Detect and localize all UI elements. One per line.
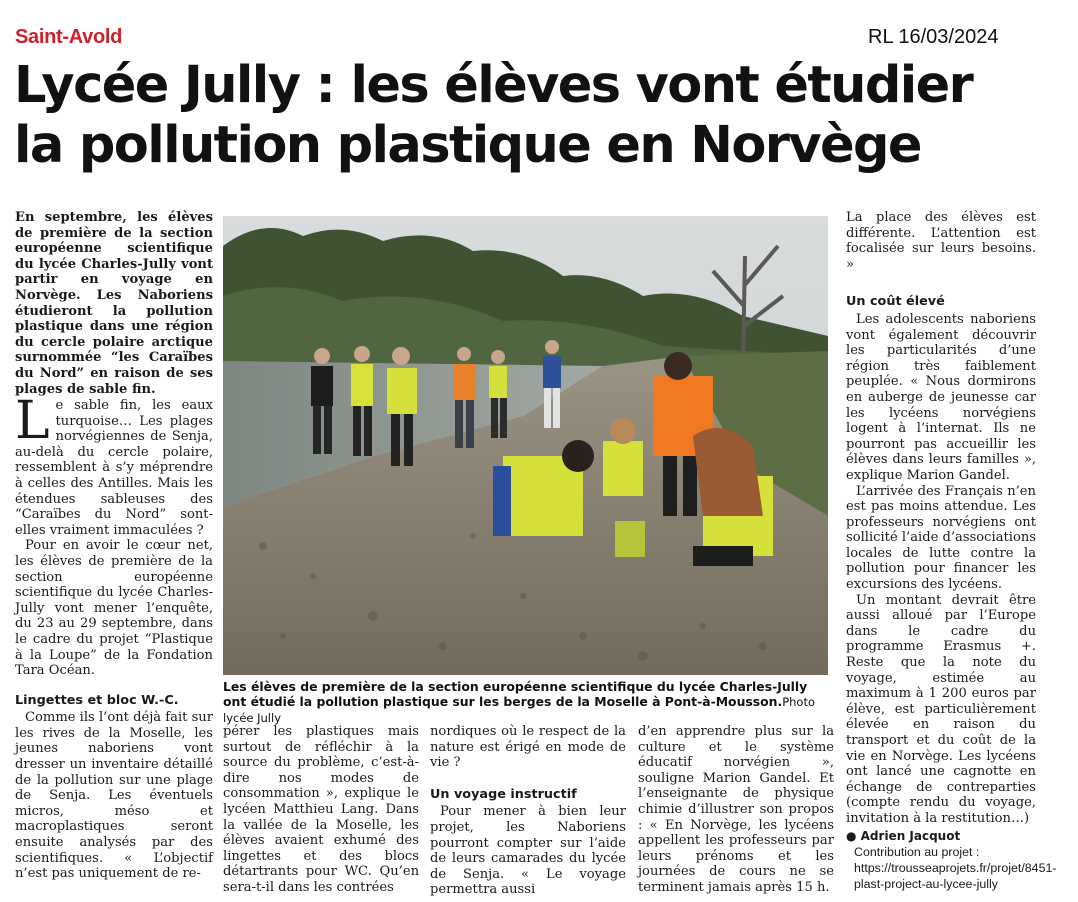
publication-reference: RL 16/03/2024: [868, 26, 999, 48]
article-photo: [223, 216, 828, 675]
photo-credit: Photo lycée Jully: [223, 695, 815, 725]
headline-line-2: la pollution plastique en Norvège: [14, 116, 921, 175]
caption-text: Les élèves de première de la section européenne scientifique du lycée Charles-Jully ont étudié la pollution plastique sur les berges de la Moselle à Pont-à-Mousson.: [223, 679, 808, 709]
paragraph: Les adolescents naboriens vont également découvrir les particularités d’une région très faiblement peuplée. « Nous dormirons en auberge de jeunesse car les lycéens norvégiens logent à l’internat. Ils ne pourront pas accueillir les élèves dans leurs familles », explique Marion Gandel.: [846, 311, 1036, 483]
contribution-link[interactable]: Contribution au projet : https://trousseaprojets.fr/projet/8451-plast-project-au-lycee-jully: [854, 845, 1057, 892]
article-column-4: [638, 724, 834, 896]
subheading-lingettes: Lingettes et bloc W.-C.: [15, 692, 179, 708]
paragraph: La place des élèves est différente. L’attention est focalisée sur leurs besoins. »: [846, 210, 1036, 272]
paragraph: d’en apprendre plus sur la culture et le système éducatif norvégien », souligne Marion Gandel. Et l’enseignante de physique chimie d’illustrer son propos : « En Norvège, les lycéens appellent les professeurs par leurs prénoms et les journées de cours ne se terminent jamais après 15 h.: [638, 724, 834, 895]
dropcap: L: [15, 391, 50, 451]
first-paragraph: Le sable fin, les eaux turquoise… Les plages norvégiennes de Senja, au-delà du cercle polaire, ressemblent à s’y méprendre à celles des Antilles. Mais les étendues sableuses des “Caraïbes du Nord” sont-elles vraiment immaculées ?: [15, 391, 213, 538]
article-column-5: [846, 210, 1057, 892]
photo-caption: [223, 679, 828, 726]
headline-line-1: Lycée Jully : les élèves vont étudier: [14, 56, 973, 115]
paragraph: Pour mener à bien leur projet, les Naboriens pourront compter sur l’aide de leurs camarades du lycée de Senja. « Le voyage permettra aussi: [430, 804, 626, 898]
article-column-2: [223, 724, 419, 896]
paragraph: Pour en avoir le cœur net, les élèves de première de la section européenne scientifique du lycée Charles-Jully vont mener l’enquête, du 23 au 29 septembre, dans le cadre du projet “Plastique à la Loupe” de la Fondation Tara Océan.: [15, 538, 213, 679]
paragraph: Un montant devrait être aussi alloué par l’Europe dans le cadre du programme Erasmus +. Reste que la note du voyage, estimée au maximum à 1 200 euros par élève, est particulièrement élevée en raison du transport et du coût de la vie en Norvège. Les lycéens ont lancé une cagnotte en échange de contreparties (compte rendu du voyage, invitation à la restitution…): [846, 592, 1036, 826]
subheading-cout: Un coût élevé: [846, 294, 945, 310]
subheading-voyage: Un voyage instructif: [430, 786, 577, 802]
section-kicker: Saint-Avold: [15, 26, 123, 48]
paragraph: pérer les plastiques mais surtout de réfléchir à la source du problème, c’est-à-dire nos modes de consommation », explique le lycéen Matthieu Lang. Dans la vallée de la Moselle, les élèves avaient exhumé des lingettes et des blocs détartrants pour WC. Qu’en sera-t-il dans les contrées: [223, 724, 419, 895]
paragraph: L’arrivée des Français n’en est pas moins attendue. Les professeurs norvégiens ont sollicité l’aide d’associations locales de lutte contre la pollution pour financer les excursions des lycéens.: [846, 483, 1036, 593]
byline: ● Adrien Jacquot: [846, 828, 961, 843]
headline: [14, 56, 1074, 176]
paragraph: Comme ils l’ont déjà fait sur les rives de la Moselle, les jeunes naboriens vont dresser un inventaire détaillé de la pollution sur une plage de Senja. Les éventuels micros, méso et macroplastiques seront ensuite analysés par des scientifiques. « L’objectif n’est pas uniquement de re-: [15, 710, 213, 882]
article-column-3: [430, 724, 626, 898]
paragraph: nordiques où le respect de la nature est érigé en mode de vie ?: [430, 724, 626, 771]
article-column-1: [15, 391, 213, 882]
lead-paragraph: En septembre, les élèves de première de la section européenne scientifique du lycée Charles-Jully vont partir en voyage en Norvège. Les Naboriens étudieront la pollution plastique dans une région du cercle polaire arctique surnommée “les Caraïbes du Nord” en raison de ses plages de sable fin.: [15, 210, 213, 397]
